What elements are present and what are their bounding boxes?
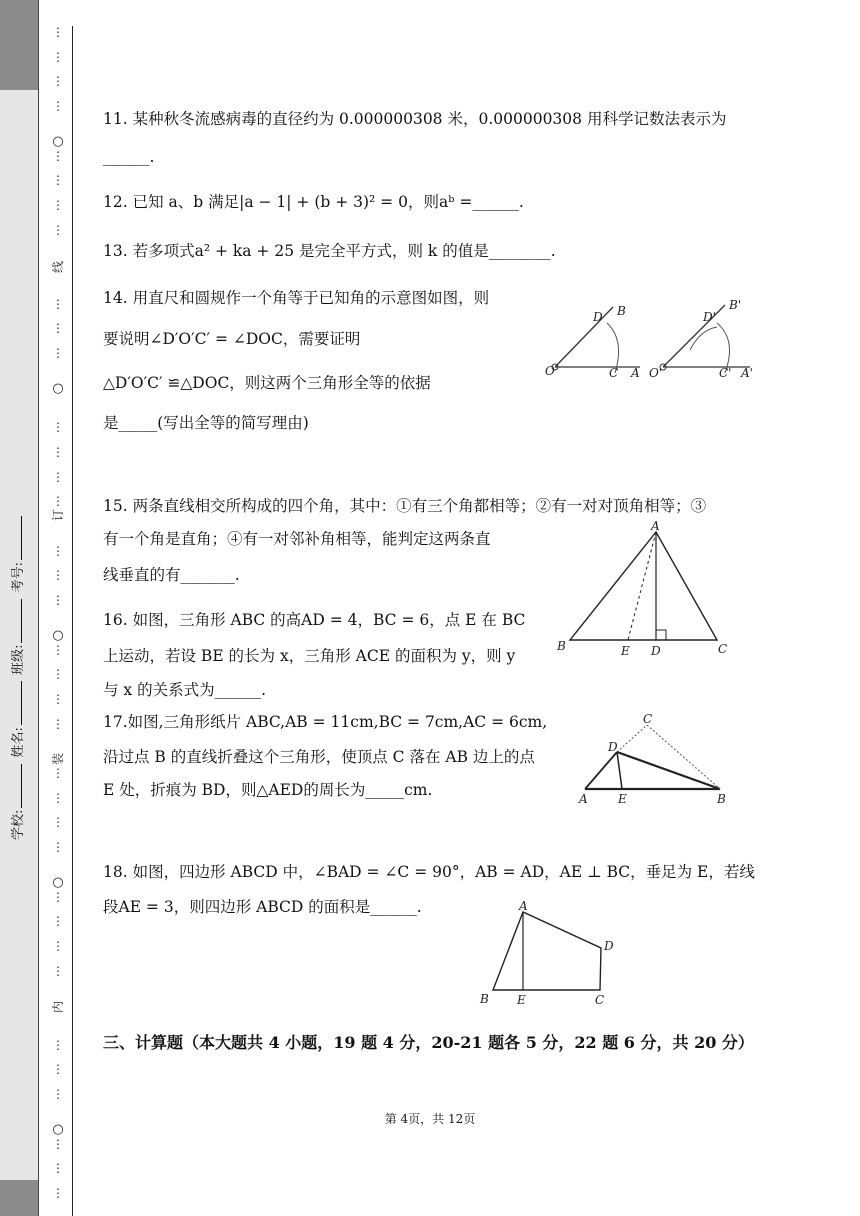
q16-triangle-figure <box>555 519 735 662</box>
q14-label-A: A <box>631 366 640 380</box>
question-11-line2: ______. <box>103 148 155 166</box>
q14-label-D-prime: D' <box>703 310 716 324</box>
q14-label-C: C <box>609 366 619 380</box>
binding-dots: ⋮ <box>52 223 64 237</box>
q17-fold-figure <box>575 710 735 810</box>
binding-sidebar <box>0 0 39 1216</box>
q16-label-C: C <box>718 642 728 656</box>
class-label: 班级: <box>11 644 26 675</box>
question-14-line1: 14. 用直尺和圆规作一个角等于已知角的示意图如图，则 <box>103 289 490 307</box>
binding-dots: ⋮ <box>52 1038 64 1052</box>
binding-dots: ⋮ <box>52 198 64 212</box>
binding-dots: ⋮ <box>52 346 64 360</box>
name-field <box>9 681 22 725</box>
exam-no-label: 考号: <box>11 562 26 593</box>
binding-circle: ○ <box>52 134 64 149</box>
binding-dots: ⋮ <box>52 692 64 706</box>
class-field <box>9 599 22 643</box>
binding-dots: ⋮ <box>52 568 64 582</box>
binding-dots: ⋮ <box>52 445 64 459</box>
question-14-line2: 要说明∠D′O′C′ = ∠DOC，需要证明 <box>103 330 361 348</box>
binding-dots: ⋮ <box>52 50 64 64</box>
binding-circle: ○ <box>52 381 64 396</box>
q17-label-B: B <box>717 792 726 806</box>
sidebar-bottom-block <box>0 1180 38 1216</box>
page-footer: 第 4页，共 12页 <box>384 1112 476 1126</box>
binding-dots: ⋮ <box>52 815 64 829</box>
q18-label-E: E <box>517 993 526 1007</box>
binding-dots: ⋮ <box>52 149 64 163</box>
q18-label-A: A <box>519 899 528 913</box>
binding-dots: ⋮ <box>52 173 64 187</box>
binding-dots: ⋮ <box>52 470 64 484</box>
binding-dots: ⋮ <box>52 420 64 434</box>
binding-dots: ⋮ <box>52 25 64 39</box>
question-15-line2: 有一个角是直角；④有一对邻补角相等，能判定这两条直 <box>103 530 491 548</box>
question-17-line2: 沿过点 B 的直线折叠这个三角形，使顶点 C 落在 AB 边上的点 <box>103 748 535 766</box>
binding-circle: ○ <box>52 628 64 643</box>
binding-dots: ⋮ <box>52 791 64 805</box>
binding-dots: ⋮ <box>52 593 64 607</box>
binding-dots: ⋮ <box>52 1161 64 1175</box>
binding-word: 线 <box>51 261 65 274</box>
binding-dots: ⋮ <box>52 1186 64 1200</box>
question-16-line1: 16. 如图，三角形 ABC 的高AD = 4，BC = 6，点 E 在 BC <box>103 611 526 629</box>
q14-construction-figure <box>545 295 765 385</box>
section-3-title: 三、计算题（本大题共 4 小题，19 题 4 分，20-21 题各 5 分，22 题 6 分，共 20 分） <box>103 1033 754 1052</box>
school-field <box>9 764 22 808</box>
binding-dots: ⋮ <box>52 890 64 904</box>
question-14-line4: 是_____(写出全等的简写理由) <box>103 414 309 432</box>
q17-label-C: C <box>643 712 653 726</box>
question-16-line2: 上运动，若设 BE 的长为 x，三角形 ACE 的面积为 y，则 y <box>103 647 516 665</box>
question-15-line3: 线垂直的有_______. <box>103 566 240 584</box>
question-12: 12. 已知 a、b 满足|a − 1| + (b + 3)² = 0，则aᵇ =______. <box>103 193 524 211</box>
binding-circle: ○ <box>52 1122 64 1137</box>
q18-label-D: D <box>604 939 614 953</box>
name-label: 姓名: <box>11 727 26 758</box>
q17-label-D: D <box>608 740 618 754</box>
binding-dots: ⋮ <box>52 667 64 681</box>
q18-label-C: C <box>595 993 605 1007</box>
question-11-line1: 11. 某种秋冬流感病毒的直径约为 0.000000308 米，0.000000308 用科学记数法表示为 <box>103 110 727 128</box>
binding-dots: ⋮ <box>52 321 64 335</box>
question-14-line3: △D′O′C′ ≌△DOC，则这两个三角形全等的依据 <box>103 374 431 392</box>
binding-dots: ⋮ <box>52 1137 64 1151</box>
question-17-line1: 17.如图,三角形纸片 ABC,AB = 11cm,BC = 7cm,AC = 6cm, <box>103 713 548 731</box>
exam-no-field <box>9 516 22 560</box>
q18-label-B: B <box>480 992 489 1006</box>
binding-dots: ⋮ <box>52 964 64 978</box>
binding-dots: ⋮ <box>52 544 64 558</box>
binding-line-column <box>44 26 73 1216</box>
binding-dots: ⋮ <box>52 766 64 780</box>
q14-label-B: B <box>617 304 626 318</box>
question-18-line1: 18. 如图，四边形 ABCD 中，∠BAD = ∠C = 90°，AB = AD，AE ⊥ BC，垂足为 E，若线 <box>103 863 755 881</box>
q14-label-D: D <box>593 310 603 324</box>
sidebar-top-block <box>0 0 38 90</box>
binding-word: 装 <box>51 753 65 766</box>
student-info-fields <box>4 420 34 840</box>
q14-label-A-prime: A' <box>741 366 753 380</box>
q14-label-O-prime: O' <box>649 366 663 380</box>
school-label: 学校: <box>11 809 26 840</box>
q14-label-C-prime: C' <box>719 366 732 380</box>
q14-left-angle <box>545 304 640 380</box>
question-18-line2: 段AE = 3，则四边形 ABCD 的面积是______. <box>103 898 422 916</box>
binding-dots: ⋮ <box>52 494 64 508</box>
binding-dots: ⋮ <box>52 717 64 731</box>
question-17-line3: E 处，折痕为 BD，则△AED的周长为_____cm. <box>103 781 433 799</box>
q18-quadrilateral-figure <box>475 898 625 1010</box>
binding-dots: ⋮ <box>52 914 64 928</box>
q17-label-E: E <box>618 792 627 806</box>
binding-dots: ⋮ <box>52 1087 64 1101</box>
binding-dots: ⋮ <box>52 643 64 657</box>
q16-label-B: B <box>557 639 566 653</box>
binding-dots: ⋮ <box>52 840 64 854</box>
binding-dots: ⋮ <box>52 939 64 953</box>
binding-word: 内 <box>51 1001 65 1014</box>
q16-label-E: E <box>621 644 630 658</box>
q17-label-A: A <box>579 792 588 806</box>
binding-dots: ⋮ <box>52 99 64 113</box>
question-15-line1: 15. 两条直线相交所构成的四个角，其中：①有三个角都相等；②有一对对顶角相等；③ <box>103 497 707 515</box>
binding-circle: ○ <box>52 875 64 890</box>
q14-label-B-prime: B' <box>729 298 742 312</box>
binding-word: 订 <box>51 509 65 522</box>
q16-label-D: D <box>651 644 661 658</box>
binding-dots: ⋮ <box>52 1062 64 1076</box>
q14-label-O: O <box>545 364 555 378</box>
binding-dots: ⋮ <box>52 297 64 311</box>
q14-right-angle <box>649 298 753 380</box>
q16-label-A: A <box>651 519 660 533</box>
binding-dots: ⋮ <box>52 74 64 88</box>
question-16-line3: 与 x 的关系式为______. <box>103 681 267 699</box>
question-13: 13. 若多项式a² + ka + 25 是完全平方式，则 k 的值是________. <box>103 242 556 260</box>
